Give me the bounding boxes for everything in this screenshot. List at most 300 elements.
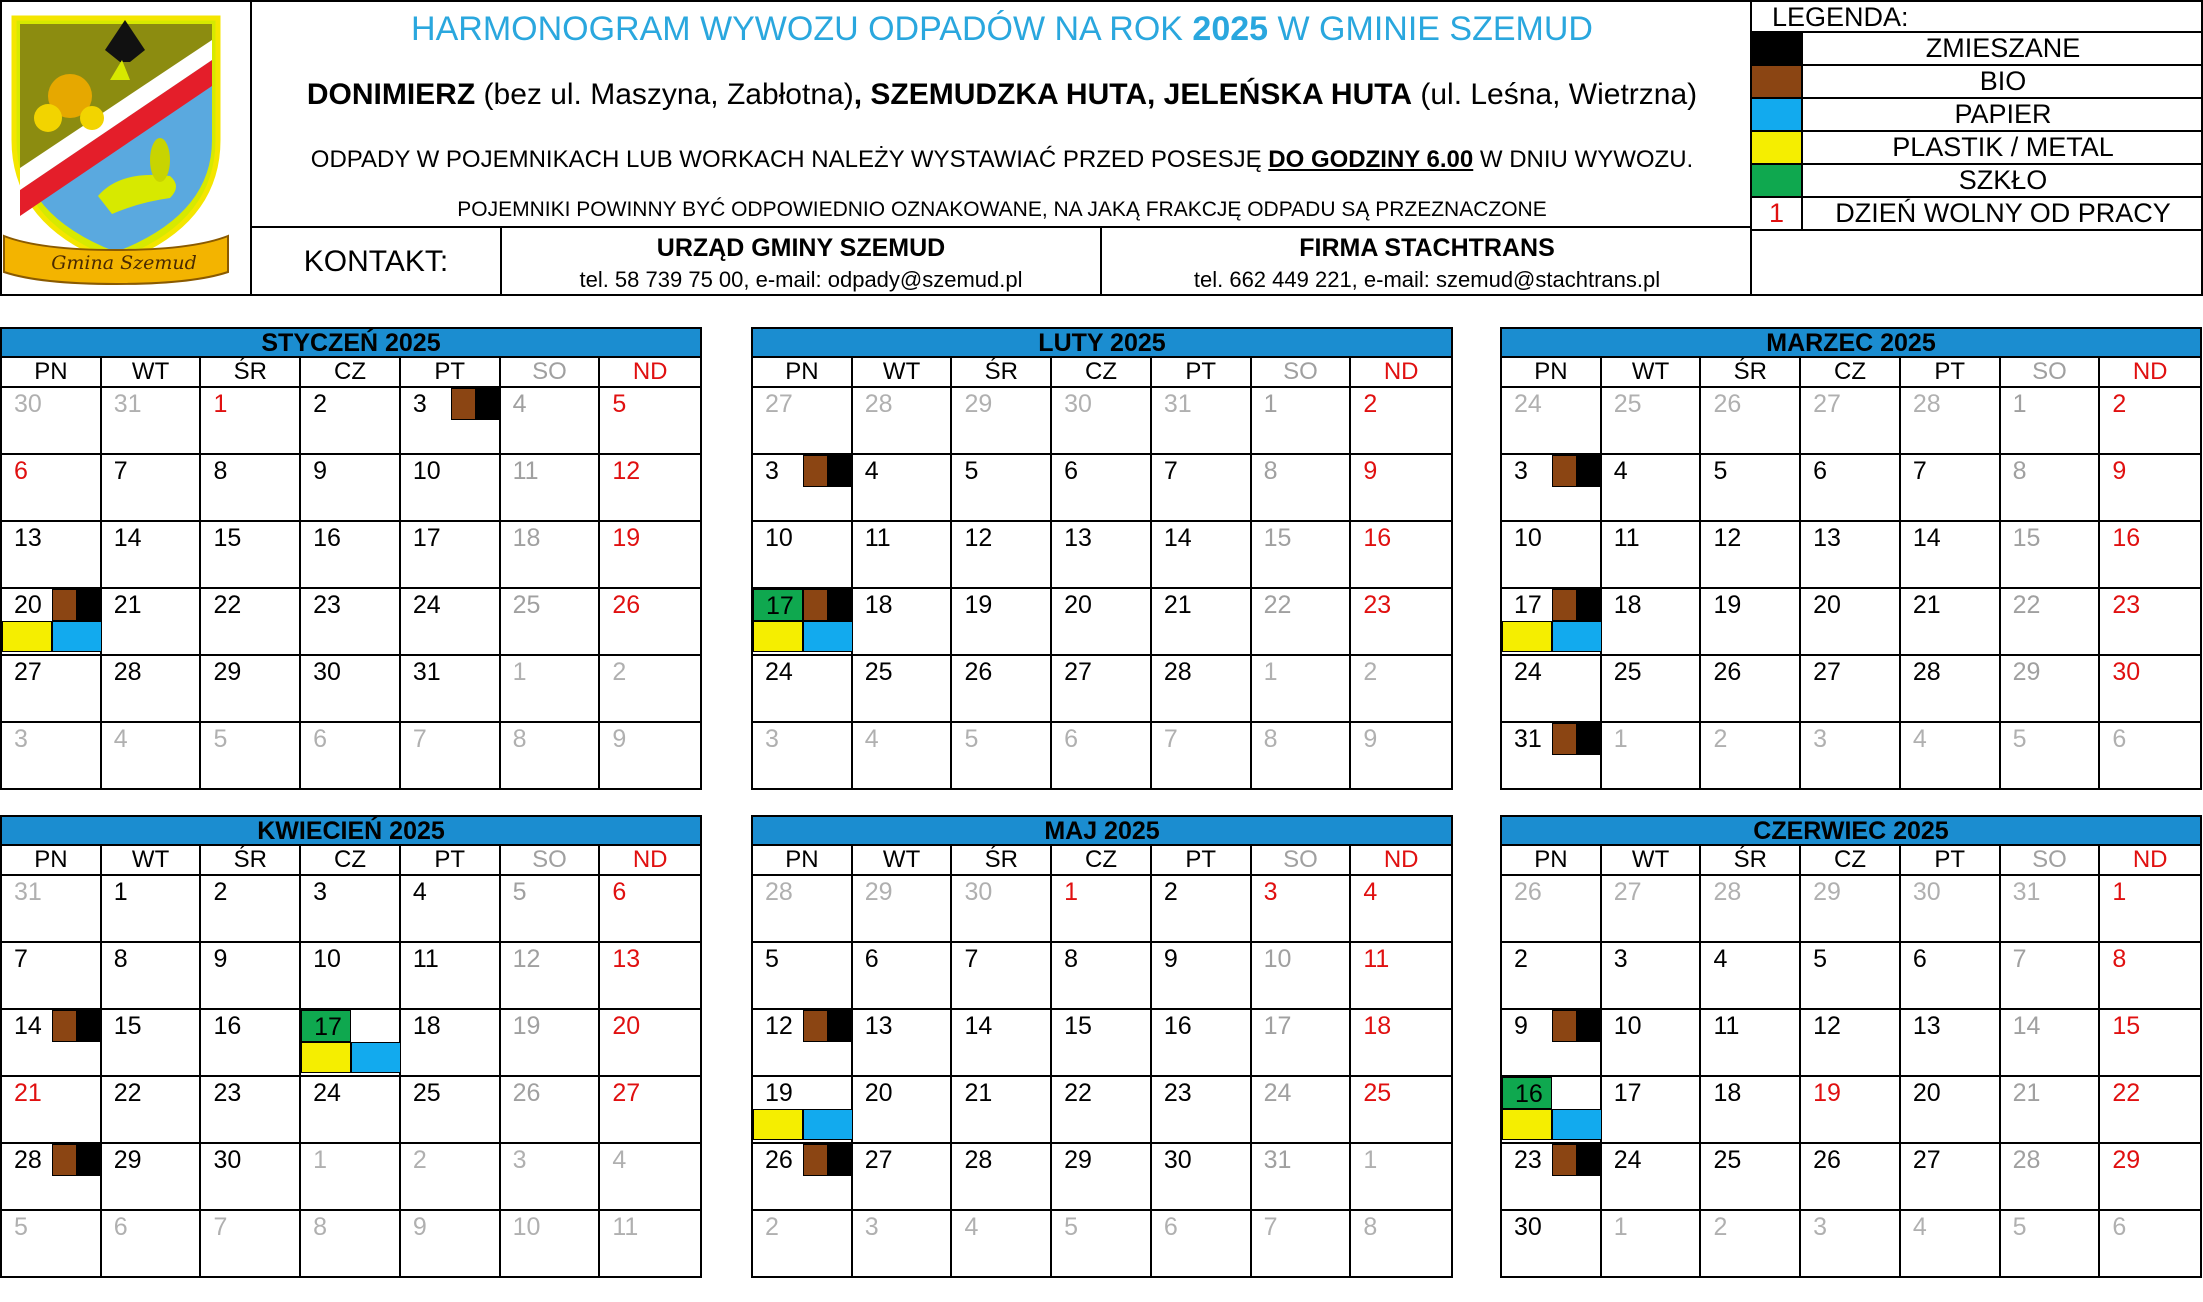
day-cell (952, 455, 1052, 520)
day-number: 17 (412, 524, 441, 552)
contact-row (252, 226, 1752, 295)
day-number: 8 (1064, 945, 1079, 973)
day-cell (2, 876, 102, 941)
day-number: 21 (964, 1079, 993, 1107)
weekday-label: CZ (1801, 358, 1901, 386)
day-cell (1252, 589, 1352, 654)
day-number: 6 (1912, 945, 1927, 973)
day-cell (401, 589, 501, 654)
legend (1750, 0, 2203, 295)
weekday-label: PN (2, 846, 102, 874)
day-cell (1801, 876, 1901, 941)
day-cell (2, 943, 102, 1008)
day-cell (1152, 1144, 1252, 1209)
day-cell (1801, 522, 1901, 587)
day-number: 15 (113, 1012, 142, 1040)
legend-swatch-paper (1752, 99, 1803, 130)
legend-label-paper: PAPIER (1954, 99, 2052, 129)
week-row (753, 1144, 1451, 1211)
day-number: 26 (1713, 390, 1742, 418)
day-number: 11 (612, 1213, 639, 1241)
day-cell (1602, 589, 1702, 654)
day-cell (2100, 723, 2200, 788)
day-cell (2, 522, 102, 587)
bio-collection-marker (803, 1010, 828, 1042)
weekday-label: ND (2132, 358, 2168, 385)
day-number: 30 (1163, 1146, 1192, 1174)
day-cell (1152, 388, 1252, 453)
day-cell (401, 388, 501, 453)
day-number: 25 (512, 591, 541, 619)
day-cell (1052, 1144, 1152, 1209)
day-cell (952, 589, 1052, 654)
day-cell (952, 1077, 1052, 1142)
day-cell (753, 388, 853, 453)
week-row (2, 876, 700, 943)
day-number: 28 (1713, 878, 1742, 906)
day-number: 23 (1163, 1079, 1192, 1107)
mixed-collection-marker (1577, 455, 1602, 487)
day-number: 27 (1813, 658, 1841, 686)
day-number: 5 (14, 1213, 28, 1241)
day-number: 2 (2112, 390, 2127, 418)
day-cell (201, 943, 301, 1008)
mixed-collection-marker (1577, 589, 1602, 621)
day-cell (2100, 589, 2200, 654)
bio-collection-marker (52, 589, 77, 621)
month-grid (1500, 844, 2202, 1278)
month-title: MARZEC 2025 (1500, 327, 2202, 356)
day-number: 11 (1713, 1012, 1740, 1040)
mixed-collection-marker (828, 1010, 853, 1042)
day-cell (1602, 1077, 1702, 1142)
day-cell (201, 522, 301, 587)
day-cell (301, 522, 401, 587)
day-cell (1052, 1077, 1152, 1142)
day-number: 29 (2112, 1146, 2141, 1174)
day-number: 3 (512, 1146, 527, 1174)
day-cell (201, 876, 301, 941)
week-row (1502, 876, 2200, 943)
day-number: 2 (612, 658, 627, 686)
day-cell (1602, 1144, 1702, 1209)
day-cell (1052, 455, 1152, 520)
day-number: 3 (14, 725, 28, 753)
day-number: 2 (213, 878, 228, 906)
day-cell (2001, 455, 2101, 520)
day-number: 8 (2012, 457, 2027, 485)
day-cell (1701, 589, 1801, 654)
day-number: 24 (1613, 1146, 1642, 1174)
weekday-label: CZ (301, 846, 401, 874)
day-number: 9 (1363, 457, 1378, 485)
weekday-label: PT (1901, 846, 2001, 874)
day-number: 9 (612, 725, 627, 753)
day-cell (753, 522, 853, 587)
plastic-collection-marker (753, 1109, 803, 1140)
day-number: 4 (512, 390, 527, 418)
day-cell (501, 1077, 601, 1142)
day-cell (1901, 1144, 2001, 1209)
day-number: 12 (1813, 1012, 1841, 1040)
day-cell (1252, 1010, 1352, 1075)
day-number: 27 (1912, 1146, 1941, 1174)
day-cell (401, 1211, 501, 1276)
day-cell (600, 1077, 700, 1142)
weekday-label: PT (401, 846, 501, 874)
weekday-label: CZ (1801, 846, 1901, 874)
day-number: 7 (964, 945, 979, 973)
day-cell (1252, 1077, 1352, 1142)
office-details: tel. 58 739 75 00, e-mail: odpady@szemud.pl (579, 267, 1023, 292)
day-cell (201, 1077, 301, 1142)
weekday-label: WT (1602, 358, 1702, 386)
day-cell (102, 656, 202, 721)
bio-collection-marker (1552, 723, 1577, 755)
day-number: 30 (2112, 658, 2141, 686)
month-grid (0, 844, 702, 1278)
week-row (2, 1144, 700, 1211)
week-row (753, 656, 1451, 723)
weekday-label: WT (102, 846, 202, 874)
day-cell (1602, 656, 1702, 721)
paper-collection-marker (803, 621, 853, 652)
day-number: 26 (1514, 878, 1542, 906)
day-number: 11 (1613, 524, 1640, 552)
legend-label-glass: SZKŁO (1958, 165, 2048, 195)
day-number: 21 (1912, 591, 1941, 619)
day-cell (1901, 943, 2001, 1008)
day-cell (1351, 455, 1451, 520)
day-cell (1502, 388, 1602, 453)
day-number: 29 (1064, 1146, 1092, 1174)
day-cell (2100, 522, 2200, 587)
day-cell (1801, 1211, 1901, 1276)
week-row (1502, 388, 2200, 455)
day-number: 16 (1363, 524, 1392, 552)
day-number: 16 (2112, 524, 2141, 552)
office-contact (502, 228, 1102, 295)
week-row (2, 522, 700, 589)
weekday-header (1502, 358, 2200, 388)
day-cell (1901, 656, 2001, 721)
day-cell (1252, 943, 1352, 1008)
day-cell (952, 1144, 1052, 1209)
day-number: 10 (1514, 524, 1542, 552)
day-number: 5 (213, 725, 228, 753)
gmina-szemud-coat-of-arms (0, 0, 252, 295)
title-year: 2025 (1192, 10, 1269, 48)
day-number: 21 (14, 1079, 42, 1107)
week-row (753, 455, 1451, 522)
day-cell (1252, 522, 1352, 587)
day-cell (1602, 723, 1702, 788)
day-cell (201, 656, 301, 721)
day-cell (1602, 1211, 1702, 1276)
day-cell (1701, 388, 1801, 453)
legend-swatch-plastic (1752, 132, 1803, 163)
day-number: 28 (14, 1146, 42, 1174)
day-cell (1502, 522, 1602, 587)
day-number: 3 (765, 457, 779, 485)
day-cell (1152, 943, 1252, 1008)
legend-title: LEGENDA: (1772, 2, 1909, 32)
day-cell (1152, 589, 1252, 654)
day-number: 24 (1514, 390, 1542, 418)
office-name: URZĄD GMINY SZEMUD (656, 234, 946, 262)
day-cell (1901, 723, 2001, 788)
day-cell (1701, 656, 1801, 721)
weekday-label: SO (2001, 846, 2101, 874)
day-number: 2 (1713, 1213, 1728, 1241)
day-number: 8 (1263, 457, 1278, 485)
day-cell (1901, 1077, 2001, 1142)
day-cell (102, 1211, 202, 1276)
day-cell (1351, 1211, 1451, 1276)
bio-collection-marker (451, 388, 476, 420)
month-grid (1500, 356, 2202, 790)
day-number: 6 (313, 725, 328, 753)
day-cell (301, 1077, 401, 1142)
day-cell (853, 656, 953, 721)
day-number: 1 (1263, 658, 1278, 686)
day-cell (853, 455, 953, 520)
day-number: 24 (1514, 658, 1542, 686)
week-row (753, 876, 1451, 943)
day-cell (753, 1010, 853, 1075)
week-row (2, 943, 700, 1010)
week-row (2, 656, 700, 723)
day-number: 7 (412, 725, 427, 753)
day-number: 27 (1064, 658, 1092, 686)
day-number: 3 (1813, 1213, 1828, 1241)
day-number: 4 (1613, 457, 1628, 485)
day-cell (1252, 1144, 1352, 1209)
day-number: 25 (1613, 390, 1642, 418)
day-number: 17 (301, 1010, 351, 1042)
bio-collection-marker (1552, 1010, 1577, 1042)
day-cell (1152, 1077, 1252, 1142)
day-number: 25 (412, 1079, 441, 1107)
area-line (252, 78, 1752, 112)
day-number: 9 (213, 945, 228, 973)
day-cell (201, 455, 301, 520)
day-number: 13 (1813, 524, 1841, 552)
day-cell (401, 1010, 501, 1075)
day-cell (1801, 656, 1901, 721)
month-title: STYCZEŃ 2025 (0, 327, 702, 356)
day-number: 26 (1713, 658, 1742, 686)
day-number: 5 (2012, 1213, 2027, 1241)
day-number: 26 (512, 1079, 541, 1107)
day-number: 9 (1163, 945, 1178, 973)
day-cell (201, 1144, 301, 1209)
day-number: 8 (1363, 1213, 1378, 1241)
day-cell (102, 388, 202, 453)
day-number: 19 (512, 1012, 541, 1040)
day-number: 31 (1163, 390, 1192, 418)
plastic-collection-marker (2, 621, 52, 652)
day-number: 12 (512, 945, 541, 973)
weekday-label: SO (1252, 846, 1352, 874)
month-grid (751, 356, 1453, 790)
day-number: 9 (2112, 457, 2127, 485)
day-cell (1052, 589, 1152, 654)
weekday-header (2, 358, 700, 388)
weekday-label: PT (1901, 358, 2001, 386)
day-number: 14 (113, 524, 142, 552)
week-row (2, 723, 700, 788)
day-number: 27 (14, 658, 42, 686)
day-number: 5 (765, 945, 779, 973)
day-cell (102, 589, 202, 654)
weekday-header (753, 846, 1451, 876)
day-cell (1901, 1010, 2001, 1075)
day-number: 19 (612, 524, 641, 552)
weekday-label: PN (753, 358, 853, 386)
company-details: tel. 662 449 221, e-mail: szemud@stachtrans.pl (1193, 267, 1661, 292)
day-number: 31 (412, 658, 441, 686)
day-cell (753, 1211, 853, 1276)
day-cell (1801, 388, 1901, 453)
day-cell (2, 723, 102, 788)
day-number: 5 (964, 457, 979, 485)
week-row (753, 943, 1451, 1010)
week-row (753, 589, 1451, 656)
bio-collection-marker (1552, 455, 1577, 487)
weekday-label: ŚR (201, 846, 301, 874)
day-cell (2001, 1211, 2101, 1276)
day-cell (301, 876, 401, 941)
day-number: 7 (2012, 945, 2027, 973)
day-cell (1701, 522, 1801, 587)
day-cell (1252, 455, 1352, 520)
day-number: 5 (612, 390, 627, 418)
day-number: 28 (964, 1146, 993, 1174)
mixed-collection-marker (77, 1010, 102, 1042)
day-cell (1502, 943, 1602, 1008)
day-cell (301, 656, 401, 721)
day-cell (2100, 1211, 2200, 1276)
day-number: 31 (113, 390, 142, 418)
week-row (1502, 1010, 2200, 1077)
day-number: 14 (1912, 524, 1941, 552)
day-cell (600, 1211, 700, 1276)
day-cell (1502, 723, 1602, 788)
day-cell (1502, 1144, 1602, 1209)
day-number: 21 (2012, 1079, 2041, 1107)
day-cell (753, 943, 853, 1008)
day-cell (952, 522, 1052, 587)
plastic-collection-marker (1502, 621, 1552, 652)
day-number: 6 (864, 945, 879, 973)
day-number: 28 (765, 878, 793, 906)
area-1: DONIMIERZ (306, 78, 476, 111)
day-number: 27 (1613, 878, 1642, 906)
day-cell (102, 455, 202, 520)
day-number: 28 (113, 658, 142, 686)
day-cell (401, 943, 501, 1008)
day-cell (952, 943, 1052, 1008)
weekday-label: ND (632, 358, 668, 385)
day-number: 13 (612, 945, 641, 973)
day-cell (952, 656, 1052, 721)
day-cell (2, 388, 102, 453)
day-cell (501, 1010, 601, 1075)
day-number: 6 (1813, 457, 1828, 485)
week-row (753, 1077, 1451, 1144)
day-number: 21 (1163, 591, 1192, 619)
day-number: 23 (313, 591, 341, 619)
week-row (1502, 1211, 2200, 1276)
bio-collection-marker (52, 1144, 77, 1176)
day-number: 22 (1263, 591, 1292, 619)
weekday-label: CZ (1052, 846, 1152, 874)
day-number: 17 (1613, 1079, 1642, 1107)
day-number: 1 (1613, 725, 1628, 753)
day-cell (1701, 1144, 1801, 1209)
day-cell (1502, 1010, 1602, 1075)
weekday-label: ŚR (952, 846, 1052, 874)
weekday-label: ND (2132, 846, 2168, 873)
weekday-label: PT (1152, 358, 1252, 386)
week-row (2, 1211, 700, 1276)
day-cell (102, 522, 202, 587)
day-number: 11 (512, 457, 539, 485)
week-row (2, 589, 700, 656)
day-cell (1351, 589, 1451, 654)
day-number: 27 (1813, 390, 1841, 418)
contact-label: KONTAKT: (252, 228, 502, 295)
day-number: 31 (1263, 1146, 1292, 1174)
weekday-label: SO (2001, 358, 2101, 386)
day-number: 31 (1514, 725, 1542, 753)
day-cell (1602, 388, 1702, 453)
day-cell (501, 1144, 601, 1209)
day-number: 23 (2112, 591, 2141, 619)
week-row (2, 1077, 700, 1144)
paper-collection-marker (351, 1042, 401, 1073)
weekday-label: SO (501, 358, 601, 386)
day-cell (201, 388, 301, 453)
day-cell (1502, 1211, 1602, 1276)
weekday-label: ND (1383, 358, 1419, 385)
day-number: 18 (1613, 591, 1642, 619)
day-number: 2 (1363, 390, 1378, 418)
day-number: 11 (864, 524, 891, 552)
day-number: 19 (964, 591, 993, 619)
day-cell (501, 388, 601, 453)
day-cell (1701, 876, 1801, 941)
day-cell (952, 876, 1052, 941)
day-number: 1 (2012, 390, 2027, 418)
day-number: 2 (1363, 658, 1378, 686)
day-number: 3 (765, 725, 779, 753)
day-cell (1502, 1077, 1602, 1142)
title-prefix: HARMONOGRAM WYWOZU ODPADÓW NA ROK (411, 10, 1183, 48)
day-number: 16 (313, 524, 341, 552)
day-number: 2 (1514, 945, 1528, 973)
day-number: 12 (765, 1012, 793, 1040)
day-number: 17 (1514, 591, 1542, 619)
day-cell (853, 723, 953, 788)
day-number: 4 (964, 1213, 979, 1241)
day-number: 17 (1263, 1012, 1292, 1040)
day-cell (301, 943, 401, 1008)
plastic-collection-marker (1502, 1109, 1552, 1140)
day-cell (1252, 1211, 1352, 1276)
day-number: 7 (213, 1213, 228, 1241)
